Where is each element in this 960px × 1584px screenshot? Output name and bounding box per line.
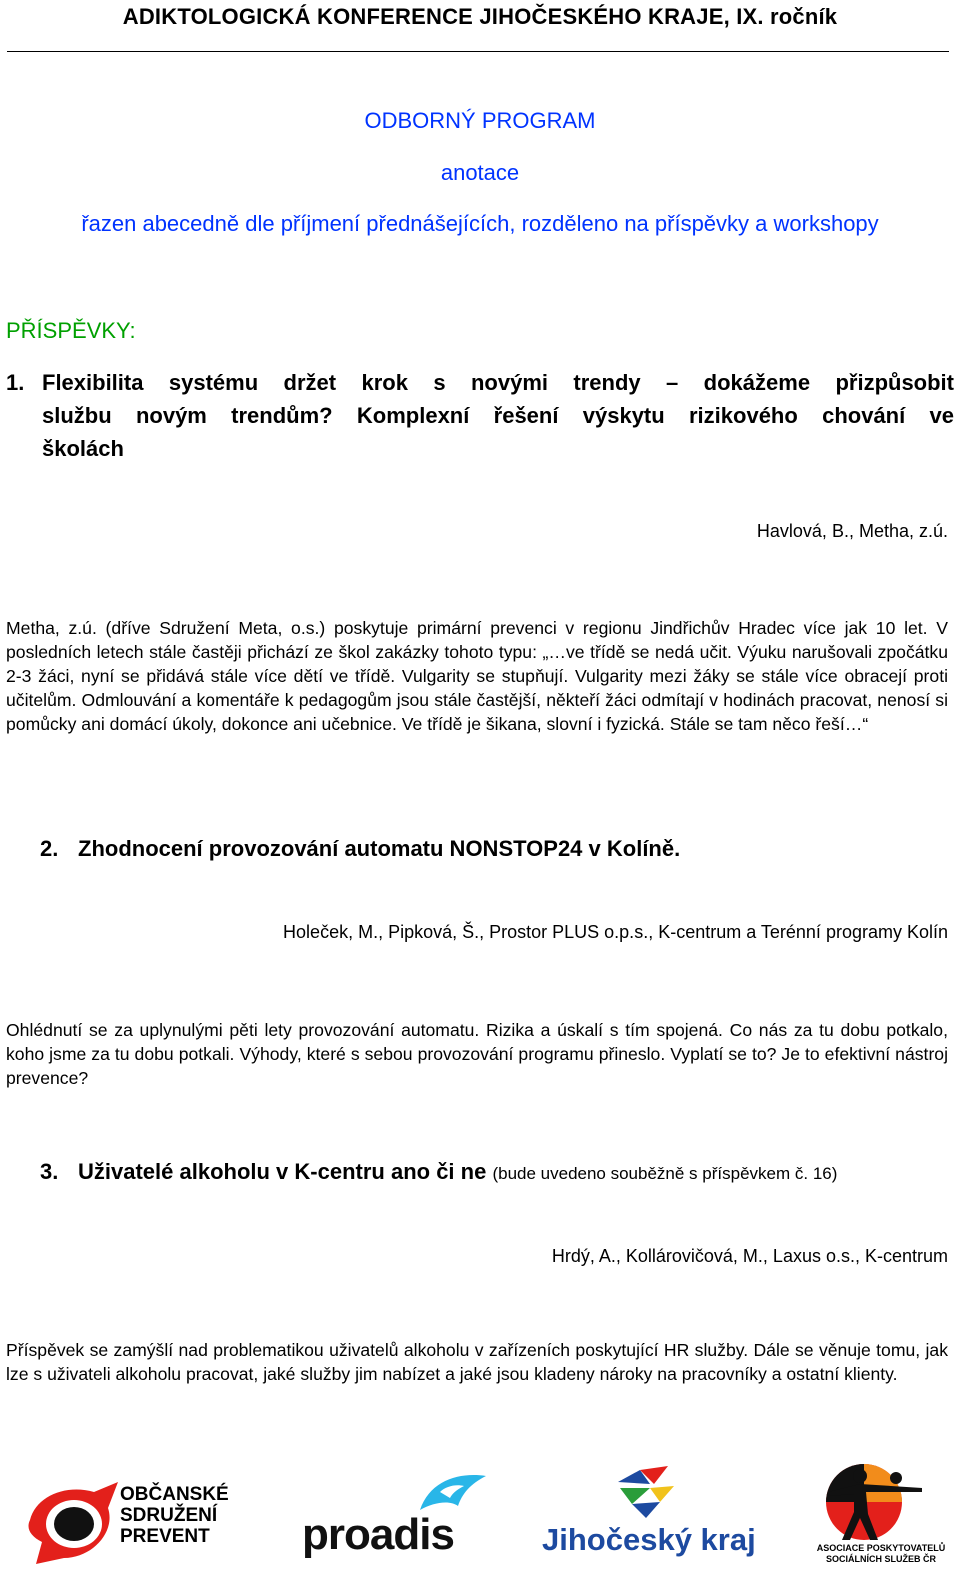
item-1-abstract <box>6 616 948 736</box>
item-2-abstract <box>6 1018 948 1090</box>
item-2-title <box>40 836 680 862</box>
item-1-title-line1: Flexibilita systému držet krok s novými trendy – dokážeme přizpůsobit <box>42 370 954 395</box>
osp-line3: PREVENT <box>120 1526 210 1547</box>
osp-line2: SDRUŽENÍ <box>120 1505 218 1526</box>
item-1-authors: Havlová, B., Metha, z.ú. <box>756 521 948 541</box>
item-1-number: 1. <box>6 370 25 395</box>
osp-line1: OBČANSKÉ <box>120 1484 229 1505</box>
item-1-abstract-text: Metha, z.ú. (dříve Sdružení Meta, o.s.) poskytuje primární prevenci v regionu Jindřichův Hradec více jak 10 let. V posledních letech stále častěji přichází ze škol zakázky tohoto typu: „…ve třídě se nedá učit. Výuku narušovali zpočátku 2-3 žáci, nyní se přidává stále více dětí ve třídě. Vulgarity se stupňují. Vulgarity mezi žáky se stále více obracejí proti učitelům. Odmlouvání a komentáře k pedagogům jsou stále častější, někteří žáci odmítají v hodinách pracovat, nenosí si pomůcky ani domácí úkoly, dokonce ani učebnice. Ve třídě je šikana, slovní i fyzická. Stále se tam něco řeší…“ <box>6 618 948 734</box>
item-2-title-text: Zhodnocení provozování automatu NONSTOP24 v Kolíně. <box>78 836 681 861</box>
item-2-number: 2. <box>40 836 59 861</box>
logo-jihocesky-kraj <box>540 1462 770 1566</box>
item-3-abstract <box>6 1338 948 1386</box>
item-3-title <box>40 1159 837 1185</box>
item-3-authors: Hrdý, A., Kollárovičová, M., Laxus o.s., K-centrum <box>551 1246 948 1266</box>
section-label: PŘÍSPĚVKY: <box>6 318 136 343</box>
logo-apss <box>816 1462 946 1566</box>
apss-line1: ASOCIACE POSKYTOVATELŮ <box>816 1543 946 1553</box>
apss-line2: SOCIÁLNÍCH SLUŽEB ČR <box>826 1554 936 1564</box>
jc-emblem-icon <box>610 1462 680 1520</box>
item-2-authors: Holeček, M., Pipková, Š., Prostor PLUS o.p.s., K-centrum a Terénní programy Kolín <box>283 922 948 942</box>
prevent-mark-icon <box>22 1478 122 1566</box>
item-3-note: (bude uvedeno souběžně s příspěvkem č. 16) <box>492 1164 838 1183</box>
item-3-abstract-text: Příspěvek se zamýšlí nad problematikou uživatelů alkoholu v zařízeních poskytující HR služby. Dále se věnuje tomu, jak lze s uživateli alkoholu pracovat, jaké služby jim nabízet a jaké jsou kladeny nároky na pracovníky a ostatní klienty. <box>6 1340 948 1384</box>
ordering-note: řazen abecedně dle příjmení přednášejících, rozděleno na příspěvky a workshopy <box>81 211 879 236</box>
proadis-wordmark: proadis <box>302 1510 454 1559</box>
logo-proadis <box>300 1470 500 1570</box>
item-3-title-text: Uživatelé alkoholu v K-centru ano či ne <box>78 1159 487 1184</box>
header-divider <box>7 51 949 52</box>
item-3-number: 3. <box>40 1159 59 1184</box>
apss-figures-icon <box>822 1462 932 1542</box>
item-1-title-line3: školách <box>42 436 124 461</box>
conference-title: ADIKTOLOGICKÁ KONFERENCE JIHOČESKÉHO KRAJE, IX. ročník <box>122 4 838 29</box>
logo-os-prevent <box>22 1478 242 1566</box>
program-subtitle: anotace <box>440 160 520 185</box>
program-title: ODBORNÝ PROGRAM <box>364 108 596 133</box>
item-1-title-line2: službu novým trendům? Komplexní řešení výskytu rizikového chování ve <box>42 403 954 428</box>
item-2-abstract-text: Ohlédnutí se za uplynulými pěti lety provozování automatu. Rizika a úskalí s tím spojená. Co nás za tu dobu potkalo, koho jsme za tu dobu potkali. Výhody, které s sebou provozování programu přineslo. Vyplatí se to? Je to efektivní nástroj prevence? <box>6 1020 948 1088</box>
jc-wordmark: Jihočeský kraj <box>542 1522 756 1557</box>
item-1-title <box>6 366 954 465</box>
